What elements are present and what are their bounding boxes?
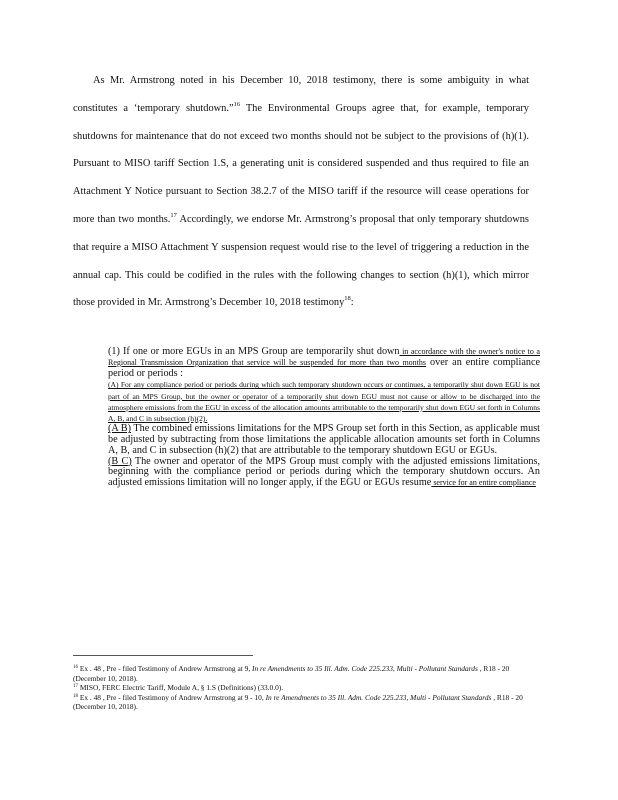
paragraph-part-4: : (350, 297, 354, 309)
paragraph-part-2: The Environmental Groups agree that, for example, temporary shutdowns for maintenance that do not exceed two months should not be subject to the provisions of (h)(1). Pursuant to MISO tariff Section 1.S, a generating unit is considered suspended and thus required to file an Attachment Y Notice pursuant to Section 38.2.7 of the MISO tariff if the resource will cease operations for more than two months. (73, 102, 529, 225)
rule-h1 (108, 347, 540, 379)
footnote-number: 18 (73, 693, 78, 699)
rule-h1-insertion: in accordance with the owner's notice to a Regional Transmission Organization that service will be suspended for more than two months (108, 347, 540, 367)
footnote-ref-17[interactable]: 17 (170, 211, 177, 219)
body-paragraph (73, 67, 529, 317)
footnote-ref-16[interactable]: 16 (233, 100, 241, 108)
footnote-number: 17 (73, 684, 78, 690)
footnote-case-title: In re Amendments to 35 Ill. Adm. Code 225.233, Multi - Pollutant Standards (252, 664, 478, 673)
footnote-text: MISO, FERC Electric Tariff, Module A, § 1.S (Definitions) (33.0.0). (78, 683, 284, 693)
footnote-divider (73, 655, 253, 656)
rule-h1-intro: (1) If one or more EGUs in an MPS Group are temporarily shut down (108, 346, 400, 357)
footnote-16 (73, 664, 523, 683)
footnote-18 (73, 693, 523, 712)
footnote-ref-18[interactable]: 18 (344, 295, 351, 303)
footnote-text: Ex . 48 , Pre - filed Testimony of Andrew Armstrong at 9, (78, 664, 253, 673)
paragraph-part-1: As Mr. Armstrong noted in his December 10, 2018 testimony, there is some ambiguity in what constitutes a ‘temporary shutdown.” (73, 75, 529, 114)
rule-c-insertion: service for an entire compliance (431, 478, 536, 488)
footnotes (73, 664, 523, 712)
paragraph-part-3: Accordingly, we endorse Mr. Armstrong’s proposal that only temporary shutdowns that require a MISO Attachment Y suspension request would rise to the level of triggering a reduction in the annual cap. This could be codified in the rules with the following changes to section (h)(1), which mirror those provided in Mr. Armstrong’s December 10, 2018 testimony (73, 213, 529, 309)
rule-subsection-c (108, 457, 540, 489)
footnote-number: 16 (73, 665, 78, 670)
footnote-case-title: In re Amendments to 35 Ill. Adm. Code 225.233, Multi - Pollutant Standards (265, 692, 492, 702)
rule-b-text: The combined emissions limitations for the MPS Group set forth in this Section, as applicable must be adjusted by subtracting from those limitations the applicable allocation amounts set forth in Columns A, B, and C in subsection (h)(2) that are attributable to the temporary shutdown EGU or EGUs. (108, 423, 540, 456)
proposed-rule-text (108, 347, 540, 489)
rule-subsection-a (108, 379, 540, 424)
footnote-tail: , R18 - 20 (December 10, 2018). (73, 692, 523, 712)
rule-c-text: The owner and operator of the MPS Group must comply with the adjusted emissions limitations, beginning with the compliance period or periods during which the temporary shutdown occurs. An adjusted emissions limitation will no longer apply, if the EGU or EGUs resume (108, 455, 541, 489)
rule-subsection-b (108, 424, 540, 456)
footnote-tail: , R18 - 20 (December 10, 2018). (73, 664, 510, 683)
rule-a-insertion: (A) For any compliance period or periods during which such temporary shutdown occurs or continues, a temporarily shut down EGU is not part of an MPS Group, but the owner or operator of a temporarily shut down EGU must not cause or allow to be discharged into the atmosphere emissions from the EGU in excess of the allocation amounts attributable to the temporarily shut down EGU set forth in Columns A, B, and C in subsection (h)(2). (108, 380, 540, 423)
footnote-17 (73, 683, 523, 693)
footnote-text: Ex . 48 , Pre - filed Testimony of Andrew Armstrong at 9 - 10, (78, 692, 266, 702)
rule-h1-rest: over an entire compliance period or periods : (108, 356, 540, 379)
rule-c-label: (B C) (108, 455, 132, 467)
rule-b-label: (A B) (108, 423, 131, 435)
